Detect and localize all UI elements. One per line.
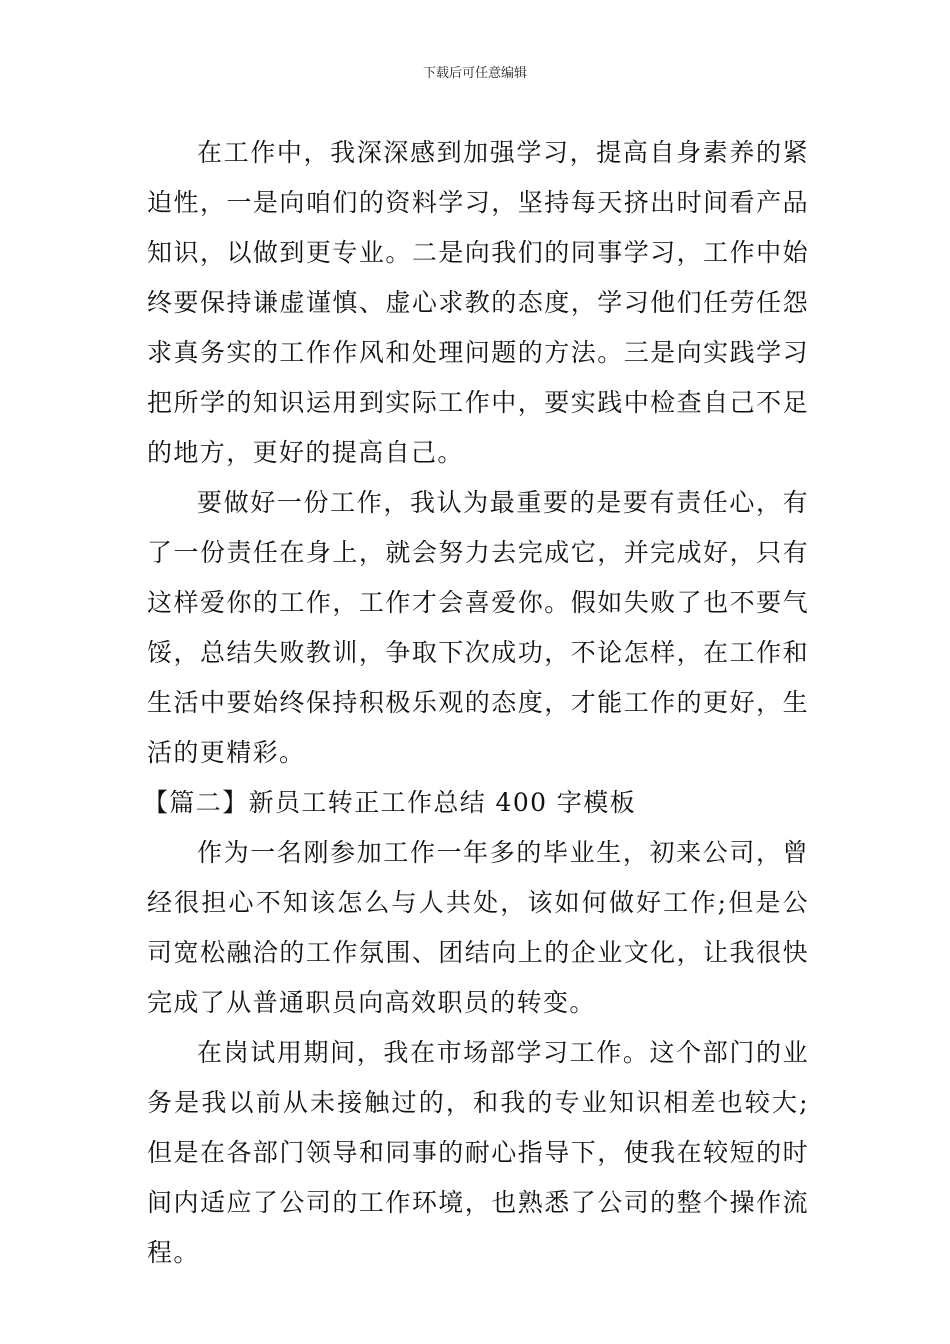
paragraph-new-graduate: 作为一名刚参加工作一年多的毕业生，初来公司，曾经很担心不知该怎么与人共处，该如何做好工作;但是公司宽松融洽的工作氛围、团结向上的企业文化，让我很快完成了从普通职员向高效职员的转变。	[147, 838, 809, 1017]
header-note: 下载后可任意编辑	[422, 66, 527, 81]
document-body	[143, 128, 809, 1278]
paragraph-responsibility: 要做好一份工作，我认为最重要的是要有责任心，有了一份责任在身上，就会努力去完成它，并完成好，只有这样爱你的工作，工作才会喜爱你。假如失败了也不要气馁，总结失败教训，争取下次成功，不论怎样，在工作和生活中要始终保持积极乐观的态度，才能工作的更好，生活的更精彩。	[147, 488, 809, 767]
section-heading: 【篇二】新员工转正工作总结 400 字模板	[143, 788, 637, 817]
paragraph-probation: 在岗试用期间，我在市场部学习工作。这个部门的业务是我以前从未接触过的，和我的专业知识相差也较大;但是在各部门领导和同事的耐心指导下，使我在较短的时间内适应了公司的工作环境，也熟悉了公司的整个操作流程。	[147, 1038, 809, 1267]
paragraph-study: 在工作中，我深深感到加强学习，提高自身素养的紧迫性，一是向咱们的资料学习，坚持每天挤出时间看产品知识，以做到更专业。二是向我们的同事学习，工作中始终要保持谦虚谨慎、虚心求教的态度，学习他们任劳任怨求真务实的工作作风和处理问题的方法。三是向实践学习把所学的知识运用到实际工作中，要实践中检查自己不足的地方，更好的提高自己。	[147, 138, 809, 467]
